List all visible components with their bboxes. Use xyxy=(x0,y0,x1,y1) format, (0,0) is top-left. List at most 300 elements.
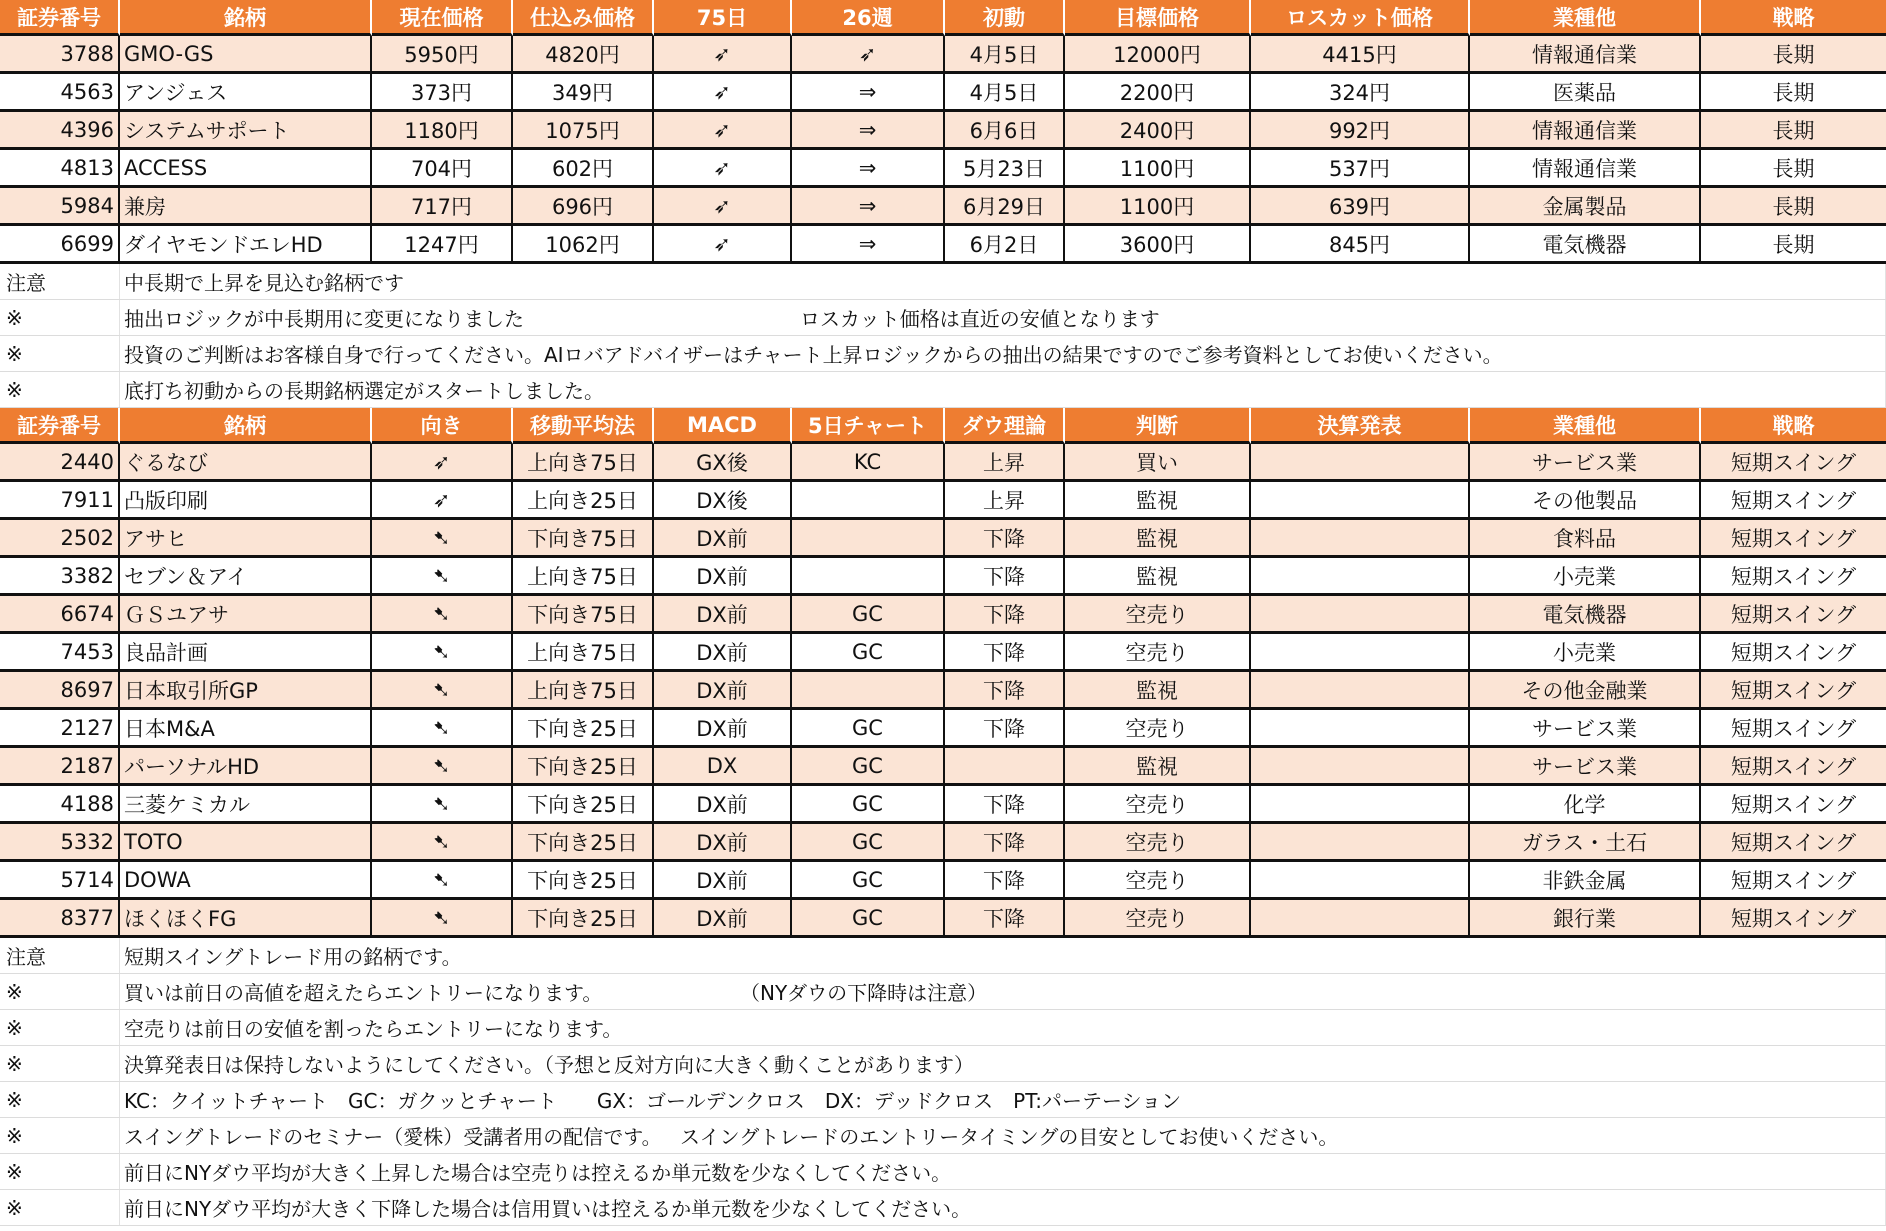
column-header[interactable]: 初動 xyxy=(945,0,1065,36)
column-header[interactable]: 証券番号 xyxy=(0,0,120,36)
table-cell[interactable]: ダイヤモンドエレHD xyxy=(120,226,372,261)
table-cell[interactable] xyxy=(1251,558,1470,593)
table-row xyxy=(0,188,1886,226)
table-cell[interactable]: 6月2日 xyxy=(945,226,1065,261)
table-cell[interactable]: 639円 xyxy=(1251,188,1470,223)
note-row xyxy=(0,372,1886,408)
column-header[interactable]: 5日チャート xyxy=(792,408,945,444)
table-cell[interactable]: 短期スイング xyxy=(1701,862,1886,897)
note-row xyxy=(0,264,1886,300)
table-cell[interactable]: DX xyxy=(654,748,792,783)
column-header[interactable]: 現在価格 xyxy=(372,0,513,36)
table-cell[interactable]: 下降 xyxy=(945,558,1065,593)
table-cell[interactable]: 小売業 xyxy=(1470,558,1701,593)
table-cell[interactable]: 下向き25日 xyxy=(513,824,654,859)
table-cell[interactable]: 長期 xyxy=(1701,150,1886,185)
table-cell[interactable]: DX前 xyxy=(654,862,792,897)
table-cell[interactable]: DX前 xyxy=(654,634,792,669)
table-cell[interactable]: 4820円 xyxy=(513,36,654,71)
note-label[interactable]: ※ xyxy=(0,1154,120,1189)
table-cell[interactable] xyxy=(1251,520,1470,555)
table-cell[interactable]: TOTO xyxy=(120,824,372,859)
table-cell[interactable]: 医薬品 xyxy=(1470,74,1701,109)
table-cell[interactable]: ➷ xyxy=(372,748,513,783)
table-cell[interactable]: 1062円 xyxy=(513,226,654,261)
table-cell[interactable]: 金属製品 xyxy=(1470,188,1701,223)
note-text-cell[interactable] xyxy=(120,938,1886,973)
note-row xyxy=(0,1010,1886,1046)
table-cell[interactable] xyxy=(1251,634,1470,669)
table-cell[interactable]: DX前 xyxy=(654,558,792,593)
table-cell[interactable]: GC xyxy=(792,824,945,859)
table-cell[interactable] xyxy=(1251,444,1470,479)
table-cell[interactable]: 上昇 xyxy=(945,482,1065,517)
table-cell[interactable]: 12000円 xyxy=(1065,36,1251,71)
table-cell[interactable]: 845円 xyxy=(1251,226,1470,261)
note-text: 投資のご判断はお客様自身で行ってください。AIロバアドバイザーはチャート上昇ロジックからの抽出の結果ですのでご参考資料としてお使いください。 xyxy=(124,343,1503,367)
note-row xyxy=(0,974,1886,1010)
column-header[interactable]: 26週 xyxy=(792,0,945,36)
table-cell[interactable]: 空売り xyxy=(1065,596,1251,631)
table-cell[interactable]: 下降 xyxy=(945,634,1065,669)
table-cell[interactable]: 監視 xyxy=(1065,748,1251,783)
table-cell[interactable]: 空売り xyxy=(1065,634,1251,669)
table-cell[interactable] xyxy=(792,558,945,593)
table-cell[interactable]: 上向き75日 xyxy=(513,672,654,707)
table-row xyxy=(0,444,1886,482)
table-cell[interactable]: 日本M&A xyxy=(120,710,372,745)
table-cell[interactable]: 下向き25日 xyxy=(513,786,654,821)
table-cell[interactable]: ⇒ xyxy=(792,74,945,109)
note-label[interactable]: 注意 xyxy=(0,264,120,299)
table-row xyxy=(0,74,1886,112)
table-cell[interactable]: 監視 xyxy=(1065,672,1251,707)
table-cell[interactable]: 4813 xyxy=(0,150,120,185)
table-cell[interactable]: 1180円 xyxy=(372,112,513,147)
note-label[interactable]: ※ xyxy=(0,1082,120,1117)
table-cell[interactable] xyxy=(1251,862,1470,897)
table-cell[interactable]: 4月5日 xyxy=(945,36,1065,71)
table-cell[interactable]: 電気機器 xyxy=(1470,226,1701,261)
table-cell[interactable]: 4396 xyxy=(0,112,120,147)
note-row xyxy=(0,1046,1886,1082)
note-text-cell[interactable] xyxy=(120,974,1886,1009)
table-cell[interactable]: ➷ xyxy=(372,596,513,631)
table-cell[interactable]: 4月5日 xyxy=(945,74,1065,109)
header-row xyxy=(0,408,1886,444)
table-cell[interactable]: GC xyxy=(792,862,945,897)
table-cell[interactable]: 監視 xyxy=(1065,520,1251,555)
note-text-cell[interactable] xyxy=(120,1190,1886,1225)
table-cell[interactable]: 下降 xyxy=(945,824,1065,859)
table-cell[interactable]: アサヒ xyxy=(120,520,372,555)
column-header[interactable]: 仕込み価格 xyxy=(513,0,654,36)
table-cell[interactable]: その他製品 xyxy=(1470,482,1701,517)
table-cell[interactable]: ほくほくFG xyxy=(120,900,372,935)
table-cell[interactable]: 704円 xyxy=(372,150,513,185)
note-text-cell[interactable] xyxy=(120,1010,1886,1045)
table-cell[interactable]: 空売り xyxy=(1065,900,1251,935)
table-cell[interactable]: 1075円 xyxy=(513,112,654,147)
table-cell[interactable]: 短期スイング xyxy=(1701,520,1886,555)
table-cell[interactable]: 凸版印刷 xyxy=(120,482,372,517)
long-term-table xyxy=(0,0,1886,264)
table-cell[interactable]: GC xyxy=(792,634,945,669)
table-cell[interactable]: 短期スイング xyxy=(1701,748,1886,783)
column-header[interactable]: 向き xyxy=(372,408,513,444)
note-text-cell[interactable] xyxy=(120,336,1886,371)
table-row xyxy=(0,900,1886,938)
note-text: 底打ち初動からの長期銘柄選定がスタートしました。 xyxy=(124,379,604,403)
table-cell[interactable]: 短期スイング xyxy=(1701,786,1886,821)
table-row xyxy=(0,672,1886,710)
table-cell[interactable]: ➷ xyxy=(372,558,513,593)
table-cell[interactable] xyxy=(1251,824,1470,859)
short-term-notes xyxy=(0,938,1886,1226)
table-cell[interactable]: 下向き25日 xyxy=(513,748,654,783)
note-text-cell[interactable] xyxy=(120,1082,1886,1117)
note-text: 決算発表日は保持しないようにしてください。（予想と反対方向に大きく動くことがあります） xyxy=(124,1053,974,1077)
table-cell[interactable]: 電気機器 xyxy=(1470,596,1701,631)
table-cell[interactable]: 2200円 xyxy=(1065,74,1251,109)
note-text: 空売りは前日の安値を割ったらエントリーになります。 xyxy=(124,1017,623,1041)
table-cell[interactable]: 8697 xyxy=(0,672,120,707)
table-cell[interactable]: ➶ xyxy=(654,36,792,71)
table-cell[interactable]: ➷ xyxy=(372,710,513,745)
note-label[interactable]: ※ xyxy=(0,1118,120,1153)
table-row xyxy=(0,112,1886,150)
table-cell[interactable]: 良品計画 xyxy=(120,634,372,669)
table-cell[interactable]: ➶ xyxy=(372,482,513,517)
table-cell[interactable] xyxy=(1251,748,1470,783)
table-cell[interactable]: 2440 xyxy=(0,444,120,479)
column-header[interactable]: 業種他 xyxy=(1470,0,1701,36)
table-cell[interactable]: 349円 xyxy=(513,74,654,109)
note-text-cell[interactable] xyxy=(120,300,1886,335)
note-text-cell[interactable] xyxy=(120,372,1886,407)
table-cell[interactable]: GC xyxy=(792,596,945,631)
long-term-notes xyxy=(0,264,1886,408)
table-cell[interactable]: 上向き75日 xyxy=(513,634,654,669)
table-cell[interactable]: 銀行業 xyxy=(1470,900,1701,935)
table-cell[interactable]: ➷ xyxy=(372,634,513,669)
table-row xyxy=(0,634,1886,672)
column-header[interactable]: 戦略 xyxy=(1701,408,1886,444)
table-cell[interactable]: サービス業 xyxy=(1470,710,1701,745)
table-cell[interactable]: 下向き25日 xyxy=(513,862,654,897)
note-label[interactable]: ※ xyxy=(0,300,120,335)
table-cell[interactable]: パーソナルHD xyxy=(120,748,372,783)
table-row xyxy=(0,786,1886,824)
column-header[interactable]: 銘柄 xyxy=(120,0,372,36)
table-cell[interactable]: ➶ xyxy=(792,36,945,71)
table-cell[interactable]: 上向き75日 xyxy=(513,444,654,479)
table-cell[interactable]: 短期スイング xyxy=(1701,482,1886,517)
table-cell[interactable]: アンジェス xyxy=(120,74,372,109)
table-cell[interactable]: GC xyxy=(792,786,945,821)
column-header[interactable]: ダウ理論 xyxy=(945,408,1065,444)
table-cell[interactable] xyxy=(1251,596,1470,631)
note-text: 抽出ロジックが中長期用に変更になりました xyxy=(124,307,524,331)
table-cell[interactable]: 1247円 xyxy=(372,226,513,261)
column-header[interactable]: 銘柄 xyxy=(120,408,372,444)
note-label[interactable]: 注意 xyxy=(0,938,120,973)
column-header[interactable]: 業種他 xyxy=(1470,408,1701,444)
table-cell[interactable] xyxy=(1251,672,1470,707)
note-row xyxy=(0,1190,1886,1226)
table-cell[interactable]: 373円 xyxy=(372,74,513,109)
table-cell[interactable]: 下降 xyxy=(945,672,1065,707)
table-cell[interactable]: ACCESS xyxy=(120,150,372,185)
table-cell[interactable]: 7911 xyxy=(0,482,120,517)
note-row xyxy=(0,1082,1886,1118)
table-cell[interactable]: ➶ xyxy=(654,188,792,223)
table-cell[interactable]: システムサポート xyxy=(120,112,372,147)
table-cell[interactable]: ➷ xyxy=(372,672,513,707)
table-cell[interactable]: 696円 xyxy=(513,188,654,223)
table-cell[interactable]: 5714 xyxy=(0,862,120,897)
table-cell[interactable]: 6674 xyxy=(0,596,120,631)
note-label[interactable]: ※ xyxy=(0,1046,120,1081)
table-cell[interactable]: 1100円 xyxy=(1065,188,1251,223)
note-text: 前日にNYダウ平均が大きく上昇した場合は空売りは控えるか単元数を少なくしてください。 xyxy=(124,1161,952,1185)
table-cell[interactable]: DOWA xyxy=(120,862,372,897)
note-text-secondary: ロスカット価格は直近の安値となります xyxy=(800,307,1160,331)
table-cell[interactable]: ➶ xyxy=(654,74,792,109)
table-cell[interactable] xyxy=(1251,710,1470,745)
table-cell[interactable]: 上向き25日 xyxy=(513,482,654,517)
table-cell[interactable] xyxy=(1251,900,1470,935)
table-cell[interactable]: 情報通信業 xyxy=(1470,150,1701,185)
table-cell[interactable]: 短期スイング xyxy=(1701,444,1886,479)
table-row xyxy=(0,748,1886,786)
table-cell[interactable] xyxy=(792,520,945,555)
column-header[interactable]: 証券番号 xyxy=(0,408,120,444)
table-cell[interactable]: 短期スイング xyxy=(1701,710,1886,745)
column-header[interactable]: 決算発表 xyxy=(1251,408,1470,444)
table-cell[interactable]: 監視 xyxy=(1065,558,1251,593)
note-row xyxy=(0,1154,1886,1190)
table-cell[interactable]: ➶ xyxy=(654,150,792,185)
table-cell[interactable]: 324円 xyxy=(1251,74,1470,109)
header-row xyxy=(0,0,1886,36)
table-cell[interactable]: 空売り xyxy=(1065,862,1251,897)
table-cell[interactable]: 食料品 xyxy=(1470,520,1701,555)
table-cell[interactable]: GC xyxy=(792,900,945,935)
short-term-table xyxy=(0,408,1886,938)
table-cell[interactable]: 短期スイング xyxy=(1701,634,1886,669)
table-cell[interactable]: 602円 xyxy=(513,150,654,185)
table-cell[interactable]: 2400円 xyxy=(1065,112,1251,147)
note-label[interactable]: ※ xyxy=(0,372,120,407)
table-cell[interactable]: 5984 xyxy=(0,188,120,223)
table-cell[interactable]: 3382 xyxy=(0,558,120,593)
column-header[interactable]: MACD xyxy=(654,408,792,444)
table-cell[interactable]: 買い xyxy=(1065,444,1251,479)
table-cell[interactable]: 2502 xyxy=(0,520,120,555)
note-text-cell[interactable] xyxy=(120,1118,1886,1153)
note-row xyxy=(0,300,1886,336)
note-text: 買いは前日の高値を超えたらエントリーになります。 xyxy=(124,981,603,1005)
table-cell[interactable]: サービス業 xyxy=(1470,748,1701,783)
table-cell[interactable]: 6月6日 xyxy=(945,112,1065,147)
table-cell[interactable]: 下降 xyxy=(945,786,1065,821)
table-cell[interactable]: 長期 xyxy=(1701,226,1886,261)
table-cell[interactable]: 下向き75日 xyxy=(513,596,654,631)
table-cell[interactable] xyxy=(945,748,1065,783)
table-cell[interactable]: 下降 xyxy=(945,900,1065,935)
table-cell[interactable]: 小売業 xyxy=(1470,634,1701,669)
table-cell[interactable]: 監視 xyxy=(1065,482,1251,517)
table-cell[interactable]: 537円 xyxy=(1251,150,1470,185)
table-cell[interactable]: 4415円 xyxy=(1251,36,1470,71)
table-cell[interactable]: GMO-GS xyxy=(120,36,372,71)
table-row xyxy=(0,520,1886,558)
table-cell[interactable]: 4188 xyxy=(0,786,120,821)
table-cell[interactable]: 717円 xyxy=(372,188,513,223)
table-cell[interactable]: ➶ xyxy=(372,444,513,479)
table-cell[interactable]: 5月23日 xyxy=(945,150,1065,185)
note-text-cell[interactable] xyxy=(120,1154,1886,1189)
table-cell[interactable]: 長期 xyxy=(1701,74,1886,109)
table-cell[interactable]: 8377 xyxy=(0,900,120,935)
table-cell[interactable]: 下降 xyxy=(945,596,1065,631)
table-cell[interactable]: ➷ xyxy=(372,824,513,859)
table-row xyxy=(0,862,1886,900)
table-cell[interactable]: ぐるなび xyxy=(120,444,372,479)
table-cell[interactable]: ➶ xyxy=(654,112,792,147)
column-header[interactable]: 戦略 xyxy=(1701,0,1886,36)
table-cell[interactable] xyxy=(792,672,945,707)
table-cell[interactable]: DX後 xyxy=(654,482,792,517)
table-cell[interactable]: 非鉄金属 xyxy=(1470,862,1701,897)
table-cell[interactable]: ➷ xyxy=(372,862,513,897)
table-cell[interactable]: 上向き75日 xyxy=(513,558,654,593)
column-header[interactable]: ロスカット価格 xyxy=(1251,0,1470,36)
column-header[interactable]: 75日 xyxy=(654,0,792,36)
note-text-cell[interactable] xyxy=(120,264,1886,299)
note-text-secondary: （NYダウの下降時は注意） xyxy=(740,981,988,1005)
note-row xyxy=(0,1118,1886,1154)
table-cell[interactable]: サービス業 xyxy=(1470,444,1701,479)
table-cell[interactable]: 5332 xyxy=(0,824,120,859)
column-header[interactable]: 移動平均法 xyxy=(513,408,654,444)
table-cell[interactable]: 空売り xyxy=(1065,786,1251,821)
table-cell[interactable]: KC xyxy=(792,444,945,479)
note-text-secondary: スイングトレードのエントリータイミングの目安としてお使いください。 xyxy=(680,1125,1339,1149)
table-cell[interactable]: その他金融業 xyxy=(1470,672,1701,707)
table-cell[interactable]: 長期 xyxy=(1701,36,1886,71)
table-cell[interactable]: 6699 xyxy=(0,226,120,261)
table-cell[interactable]: GC xyxy=(792,748,945,783)
table-cell[interactable]: ⇒ xyxy=(792,150,945,185)
table-cell[interactable]: 下降 xyxy=(945,520,1065,555)
table-cell[interactable]: 短期スイング xyxy=(1701,824,1886,859)
table-cell[interactable]: 兼房 xyxy=(120,188,372,223)
table-cell[interactable]: ＧＳユアサ xyxy=(120,596,372,631)
table-cell[interactable]: ➷ xyxy=(372,520,513,555)
table-cell[interactable] xyxy=(1251,786,1470,821)
table-cell[interactable]: ➷ xyxy=(372,786,513,821)
table-cell[interactable]: 短期スイング xyxy=(1701,900,1886,935)
table-cell[interactable]: 5950円 xyxy=(372,36,513,71)
table-cell[interactable]: ⇒ xyxy=(792,112,945,147)
table-cell[interactable]: DX前 xyxy=(654,520,792,555)
table-cell[interactable]: 下降 xyxy=(945,710,1065,745)
note-label[interactable]: ※ xyxy=(0,336,120,371)
column-header[interactable]: 目標価格 xyxy=(1065,0,1251,36)
table-cell[interactable]: 4563 xyxy=(0,74,120,109)
table-cell[interactable]: DX前 xyxy=(654,596,792,631)
table-cell[interactable]: 7453 xyxy=(0,634,120,669)
table-cell[interactable]: 長期 xyxy=(1701,188,1886,223)
note-text: スイングトレードのセミナー（愛株）受講者用の配信です。 xyxy=(124,1125,662,1149)
table-cell[interactable]: 三菱ケミカル xyxy=(120,786,372,821)
table-cell[interactable]: DX前 xyxy=(654,672,792,707)
note-row xyxy=(0,336,1886,372)
note-label[interactable]: ※ xyxy=(0,974,120,1009)
table-cell[interactable]: ➶ xyxy=(654,226,792,261)
table-row xyxy=(0,596,1886,634)
table-cell[interactable] xyxy=(1251,482,1470,517)
table-cell[interactable]: 1100円 xyxy=(1065,150,1251,185)
table-cell[interactable]: 6月29日 xyxy=(945,188,1065,223)
table-cell[interactable]: 3788 xyxy=(0,36,120,71)
table-cell[interactable]: 下向き25日 xyxy=(513,710,654,745)
table-cell[interactable]: 空売り xyxy=(1065,824,1251,859)
table-cell[interactable]: 日本取引所GP xyxy=(120,672,372,707)
note-label[interactable]: ※ xyxy=(0,1010,120,1045)
table-cell[interactable]: 下降 xyxy=(945,862,1065,897)
table-cell[interactable]: 化学 xyxy=(1470,786,1701,821)
table-cell[interactable]: GX後 xyxy=(654,444,792,479)
table-cell[interactable]: 短期スイング xyxy=(1701,596,1886,631)
table-cell[interactable]: 短期スイング xyxy=(1701,558,1886,593)
table-cell[interactable]: ガラス・土石 xyxy=(1470,824,1701,859)
table-cell[interactable]: 2127 xyxy=(0,710,120,745)
table-cell[interactable]: 長期 xyxy=(1701,112,1886,147)
table-cell[interactable]: GC xyxy=(792,710,945,745)
table-cell[interactable]: 下向き25日 xyxy=(513,900,654,935)
table-cell[interactable]: ➷ xyxy=(372,900,513,935)
table-cell[interactable]: 情報通信業 xyxy=(1470,36,1701,71)
table-cell[interactable]: ⇒ xyxy=(792,188,945,223)
table-cell[interactable] xyxy=(792,482,945,517)
column-header[interactable]: 判断 xyxy=(1065,408,1251,444)
note-text: 前日にNYダウ平均が大きく下降した場合は信用買いは控えるか単元数を少なくしてください。 xyxy=(124,1197,972,1221)
table-cell[interactable]: 2187 xyxy=(0,748,120,783)
table-cell[interactable]: 空売り xyxy=(1065,710,1251,745)
table-cell[interactable]: ⇒ xyxy=(792,226,945,261)
table-cell[interactable]: DX前 xyxy=(654,900,792,935)
table-cell[interactable]: セブン＆アイ xyxy=(120,558,372,593)
table-cell[interactable]: 992円 xyxy=(1251,112,1470,147)
table-cell[interactable]: DX前 xyxy=(654,710,792,745)
table-row xyxy=(0,824,1886,862)
table-cell[interactable]: 短期スイング xyxy=(1701,672,1886,707)
table-cell[interactable]: 3600円 xyxy=(1065,226,1251,261)
table-cell[interactable]: 上昇 xyxy=(945,444,1065,479)
table-cell[interactable]: DX前 xyxy=(654,824,792,859)
note-text-cell[interactable] xyxy=(120,1046,1886,1081)
table-row xyxy=(0,150,1886,188)
table-cell[interactable]: 下向き75日 xyxy=(513,520,654,555)
table-row xyxy=(0,482,1886,520)
table-cell[interactable]: DX前 xyxy=(654,786,792,821)
table-row xyxy=(0,710,1886,748)
table-cell[interactable]: 情報通信業 xyxy=(1470,112,1701,147)
note-label[interactable]: ※ xyxy=(0,1190,120,1225)
